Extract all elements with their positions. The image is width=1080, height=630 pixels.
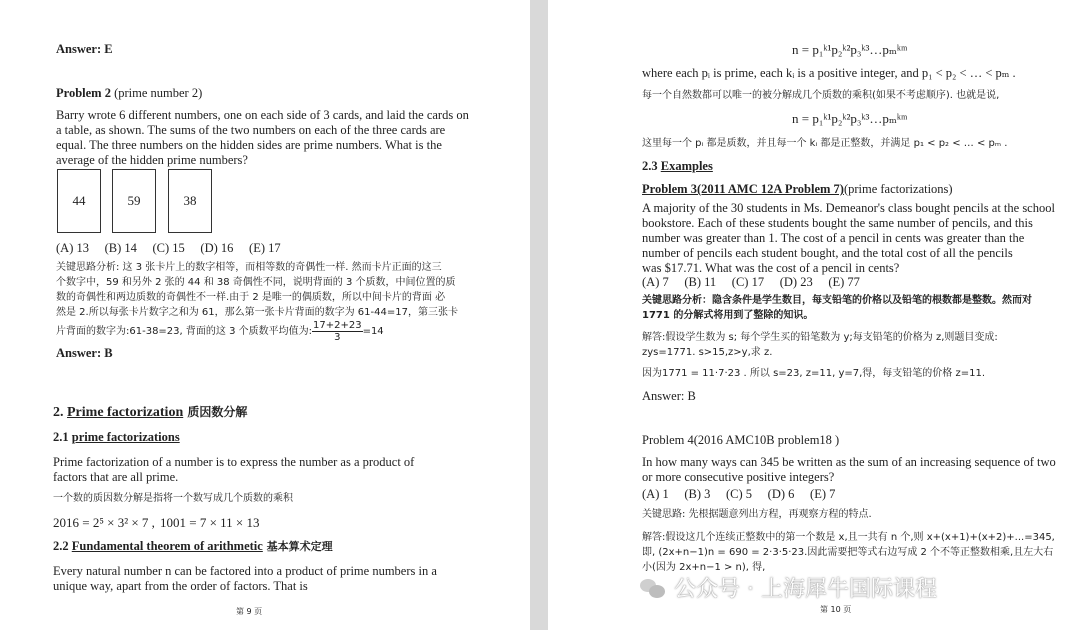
problem-4-key-idea: 关键思路: 先根据题意列出方程，再观察方程的特点. — [642, 509, 872, 520]
analysis-line-5 — [56, 320, 384, 343]
problem-3-solution-3: 因为1771 = 11·7·23 . 所以 s=23, z=11, y=7,得，每支铅笔的价格 z=11. — [642, 368, 985, 379]
analysis-last-text: 片背面的数字为:61-38=23, 背面的这 3 个质数平均值为: — [56, 326, 312, 337]
problem-3-title — [642, 182, 953, 197]
prime-factorization-zh: 一个数的质因数分解是指将一个数写成几个质数的乘积 — [53, 493, 293, 504]
problem-3-line-3: number was greater than 1. The cost of a pencil in cents was greater than the — [642, 231, 1025, 245]
theorem-zh-line-2: 这里每一个 pᵢ 都是质数，并且每一个 kᵢ 都是正整数，并满足 p₁ < p₂ < … < pₘ . — [642, 138, 1008, 149]
page-number-10: 第 10 页 — [820, 605, 852, 614]
analysis-line-3: 数的奇偶性和两边质数的奇偶性不一样.由于 2 是唯一的偶质数，所以中间卡片的背面 必 — [56, 292, 446, 303]
problem-3-line-1: A majority of the 30 students in Ms. Demeanor's class bought pencils at the school — [642, 201, 1055, 215]
fta-line-2: unique way, apart from the order of factors. That is — [53, 579, 308, 593]
section-2-title-zh: 质因数分解 — [183, 405, 248, 419]
document-page-10 — [548, 0, 1080, 630]
where-each-line: where each pᵢ is prime, each kᵢ is a positive integer, and p₁ < p₂ < … < pₘ . — [642, 66, 1016, 80]
analysis-line-1: 关键思路分析: 这 3 张卡片上的数字相等，而相等数的奇偶性一样. 然而卡片正面的这三 — [56, 262, 442, 273]
card-1: 44 — [57, 169, 101, 233]
problem-4-line-2: or more consecutive positive integers? — [642, 470, 835, 484]
problem-3-line-2: bookstore. Each of these students bought the same number of pencils, and this — [642, 216, 1033, 230]
problem-3-answer: Answer: B — [642, 389, 696, 403]
document-page-9 — [0, 0, 530, 630]
card-2: 59 — [112, 169, 156, 233]
problem-2-topic: (prime number 2) — [110, 86, 203, 100]
problem-3-choices: (A) 7 (B) 11 (C) 17 (D) 23 (E) 77 — [642, 275, 860, 289]
problem-4-solution-3: 小(因为 2x+n−1 > n), 得, — [642, 562, 766, 573]
factorization-formula-1: n = p₁ᵏ¹p₂ᵏ²p₃ᵏ³…pₘᵏᵐ — [792, 42, 908, 57]
problem-3-line-5: was $17.71. What was the cost of a pencil in cents? — [642, 261, 900, 275]
section-2-3-number: 2.3 — [642, 159, 661, 173]
answer-b: Answer: B — [56, 346, 113, 360]
problem-4-choices: (A) 1 (B) 3 (C) 5 (D) 6 (E) 7 — [642, 487, 836, 501]
theorem-zh-line: 每一个自然数都可以唯一的被分解成几个质数的乘积(如果不考虑顺序). 也就是说, — [642, 90, 1000, 101]
section-2-2-title-zh: 基本算术定理 — [262, 540, 333, 553]
fraction-numerator: 17+2+23 — [312, 320, 362, 331]
example-2016: 2016 = 2⁵ × 3² × 7 , — [53, 515, 155, 530]
section-2-3-title: Examples — [660, 159, 713, 173]
section-2-2-heading — [53, 539, 333, 554]
wechat-logo-icon — [640, 577, 666, 599]
section-2-2-title: Fundamental theorem of arithmetic — [71, 539, 263, 553]
section-2-1-heading — [53, 430, 180, 445]
problem-4-line-1: In how many ways can 345 be written as the sum of an increasing sequence of two — [642, 455, 1056, 469]
wechat-watermark — [640, 572, 937, 603]
section-2-3-heading — [642, 159, 713, 174]
analysis-line-2: 个数字中，59 和另外 2 张的 44 和 38 奇偶性不同，说明背面的 3 个质数，中间位置的质 — [56, 277, 456, 288]
fraction-result: =14 — [362, 326, 384, 337]
answer-e: Answer: E — [56, 42, 113, 56]
prime-factorization-line-1: Prime factorization of a number is to express the number as a product of — [53, 455, 415, 469]
problem-3-line-4: number of pencils each student bought, and the total cost of all the pencils — [642, 246, 1013, 260]
factorization-formula-2: n = p₁ᵏ¹p₂ᵏ²p₃ᵏ³…pₘᵏᵐ — [792, 111, 908, 126]
problem-2-choices: (A) 13 (B) 14 (C) 15 (D) 16 (E) 17 — [56, 241, 281, 255]
section-2-heading — [53, 403, 247, 421]
average-fraction — [312, 320, 363, 343]
problem-2-line-2: a table, as shown. The sums of the two numbers on each of the three cards are — [56, 123, 446, 137]
problem-3-label: Problem 3(2011 AMC 12A Problem 7) — [642, 182, 844, 196]
problem-3-solution-1: 解答:假设学生数为 s; 每个学生买的铅笔数为 y;每支铅笔的价格为 z,则题目变成: — [642, 332, 998, 343]
page-gutter — [530, 0, 548, 630]
section-2-1-title: prime factorizations — [71, 430, 180, 444]
problem-3-analysis-1: 关键思路分析：隐含条件是学生数目，每支铅笔的价格以及铅笔的根数都是整数。然而对 — [642, 295, 1032, 306]
problem-3-analysis-2: 1771 的分解式将用到了整除的知识。 — [642, 310, 814, 321]
section-2-1-number: 2.1 — [53, 430, 72, 444]
section-2-title: Prime factorization — [67, 405, 184, 420]
page-number-9: 第 9 页 — [236, 607, 263, 616]
section-2-number: 2. — [53, 405, 67, 420]
problem-2-label: Problem 2 — [56, 86, 111, 100]
problem-2-line-4: average of the hidden prime numbers? — [56, 153, 248, 167]
example-1001: 1001 = 7 × 11 × 13 — [160, 515, 260, 530]
watermark-text: 公众号 · 上海犀牛国际课程 — [674, 577, 937, 602]
problem-4-solution-2: 即, (2x+n−1)n = 690 = 2·3·5·23.因此需要把等式右边写成 2 个不等正整数相乘,且左大右 — [642, 547, 1054, 558]
problem-2-line-1: Barry wrote 6 different numbers, one on each side of 3 cards, and laid the cards on — [56, 108, 469, 122]
prime-factorization-line-2: factors that are all prime. — [53, 470, 179, 484]
card-3: 38 — [168, 169, 212, 233]
problem-3-solution-2: zys=1771. s>15,z>y,求 z. — [642, 347, 773, 358]
problem-3-topic: (prime factorizations) — [843, 182, 953, 196]
problem-2-title — [56, 86, 202, 101]
fta-line-1: Every natural number n can be factored into a product of prime numbers in a — [53, 564, 437, 578]
problem-2-line-3: equal. The three numbers on the hidden sides are prime numbers. What is the — [56, 138, 442, 152]
fraction-denominator: 3 — [334, 332, 341, 343]
analysis-line-4: 然是 2.所以每张卡片数字之和为 61，那么第一张卡片背面的数字为 61-44=17，第三张卡 — [56, 307, 458, 318]
problem-4-solution-1: 解答:假设这几个连续正整数中的第一个数是 x,且一共有 n 个,则 x+(x+1)+(x+2)+...=345, — [642, 532, 1055, 543]
section-2-2-number: 2.2 — [53, 539, 72, 553]
problem-4-title: Problem 4(2016 AMC10B problem18 ) — [642, 433, 840, 447]
